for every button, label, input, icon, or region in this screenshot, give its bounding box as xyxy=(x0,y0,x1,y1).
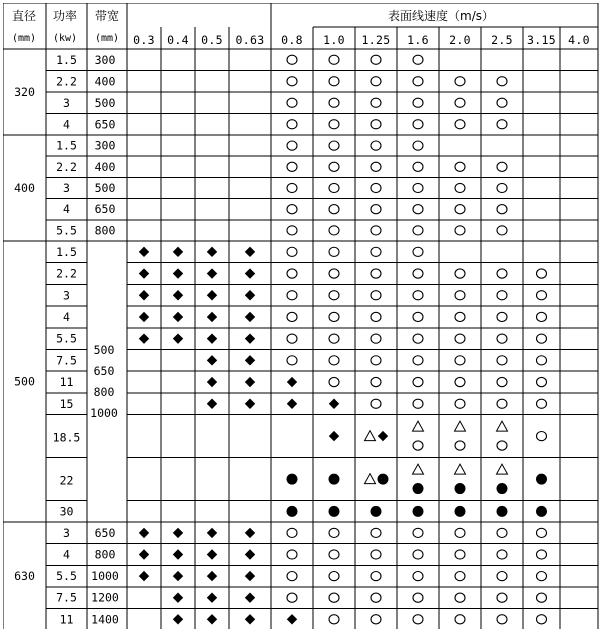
open-circle-mark xyxy=(413,356,423,365)
open-circle-mark xyxy=(413,247,423,256)
diamond-mark xyxy=(207,399,217,409)
diamond-mark xyxy=(173,549,183,559)
belt-width-value: 300 xyxy=(94,138,116,153)
open-circle-mark xyxy=(287,572,297,581)
speed-title: 表面线速度（m/s） xyxy=(388,9,494,23)
diamond-mark xyxy=(173,528,183,538)
triangle-mark xyxy=(455,464,466,474)
open-circle-mark xyxy=(371,528,381,537)
diamond-mark xyxy=(245,312,255,322)
open-circle-mark xyxy=(455,162,465,171)
diamond-mark xyxy=(245,355,255,365)
filled-circle-mark xyxy=(287,506,297,516)
belt-width-header: 带宽 xyxy=(94,9,120,23)
open-circle-mark xyxy=(287,334,297,343)
open-circle-mark xyxy=(455,269,465,278)
open-circle-mark xyxy=(413,141,423,150)
filled-circle-mark xyxy=(287,474,297,484)
speed-label: 0.63 xyxy=(235,33,265,47)
open-circle-mark xyxy=(287,312,297,321)
open-circle-mark xyxy=(413,441,423,450)
open-circle-mark xyxy=(455,77,465,86)
open-circle-mark xyxy=(497,399,507,408)
power-value: 11 xyxy=(59,375,74,390)
open-circle-mark xyxy=(371,269,381,278)
open-circle-mark xyxy=(455,98,465,107)
open-circle-mark xyxy=(497,593,507,602)
belt-width-value: 1200 xyxy=(91,590,119,605)
open-circle-mark xyxy=(497,615,507,624)
power-header: 功率 xyxy=(52,9,78,23)
triangle-mark xyxy=(365,431,376,441)
open-circle-mark xyxy=(455,377,465,386)
open-circle-mark xyxy=(497,183,507,192)
open-circle-mark xyxy=(371,162,381,171)
open-circle-mark xyxy=(413,334,423,343)
open-circle-mark xyxy=(329,312,339,321)
power-value: 4 xyxy=(63,117,70,132)
open-circle-mark xyxy=(497,334,507,343)
open-circle-mark xyxy=(497,205,507,214)
diamond-mark xyxy=(139,312,149,322)
open-circle-mark xyxy=(413,550,423,559)
diamond-mark xyxy=(139,528,149,538)
diamond-mark xyxy=(173,333,183,343)
open-circle-mark xyxy=(371,205,381,214)
open-circle-mark xyxy=(371,312,381,321)
diamond-mark xyxy=(139,247,149,257)
open-circle-mark xyxy=(413,312,423,321)
motorized-pulley-spec-table xyxy=(3,3,599,629)
open-circle-mark xyxy=(497,226,507,235)
diamond-mark xyxy=(207,333,217,343)
diameter-header: 直径 xyxy=(11,9,37,23)
open-circle-mark xyxy=(371,98,381,107)
belt-width-value: 650 xyxy=(94,117,116,132)
table-grid xyxy=(3,3,598,629)
open-circle-mark xyxy=(497,291,507,300)
open-circle-mark xyxy=(455,528,465,537)
diameter-value: 630 xyxy=(14,569,35,584)
open-circle-mark xyxy=(497,528,507,537)
table-body xyxy=(14,53,119,627)
power-value: 1.5 xyxy=(56,244,77,259)
open-circle-mark xyxy=(371,120,381,129)
open-circle-mark xyxy=(329,356,339,365)
open-circle-mark xyxy=(537,528,547,537)
filled-circle-mark xyxy=(378,474,388,484)
power-value: 2.2 xyxy=(56,266,77,281)
open-circle-mark xyxy=(329,528,339,537)
filled-circle-mark xyxy=(537,506,547,516)
speed-label: 2.0 xyxy=(449,33,471,47)
open-circle-mark xyxy=(287,55,297,64)
open-circle-mark xyxy=(413,55,423,64)
belt-width-value: 650 xyxy=(94,525,116,540)
speed-label: 1.25 xyxy=(361,33,391,47)
open-circle-mark xyxy=(413,98,423,107)
diamond-mark xyxy=(287,614,297,624)
diamond-mark xyxy=(173,571,183,581)
open-circle-mark xyxy=(371,247,381,256)
diamond-mark xyxy=(139,290,149,300)
open-circle-mark xyxy=(497,377,507,386)
triangle-mark xyxy=(497,464,508,474)
open-circle-mark xyxy=(287,183,297,192)
open-circle-mark xyxy=(413,377,423,386)
diamond-mark xyxy=(139,549,149,559)
open-circle-mark xyxy=(413,226,423,235)
open-circle-mark xyxy=(329,269,339,278)
filled-circle-mark xyxy=(413,484,423,494)
open-circle-mark xyxy=(371,377,381,386)
open-circle-mark xyxy=(287,269,297,278)
belt-width-value: 300 xyxy=(94,52,116,67)
speed-label: 0.8 xyxy=(281,33,303,47)
diamond-mark xyxy=(207,614,217,624)
open-circle-mark xyxy=(537,399,547,408)
diamond-mark xyxy=(139,268,149,278)
filled-circle-mark xyxy=(371,506,381,516)
open-circle-mark xyxy=(371,572,381,581)
open-circle-mark xyxy=(413,269,423,278)
filled-circle-mark xyxy=(413,506,423,516)
diamond-mark xyxy=(245,268,255,278)
speed-label: 3.15 xyxy=(527,33,556,47)
diamond-mark xyxy=(207,247,217,257)
power-value: 1.5 xyxy=(56,52,77,67)
open-circle-mark xyxy=(329,77,339,86)
speed-label: 0.3 xyxy=(133,33,155,47)
open-circle-mark xyxy=(455,291,465,300)
open-circle-mark xyxy=(537,572,547,581)
open-circle-mark xyxy=(287,356,297,365)
triangle-mark xyxy=(413,421,424,431)
open-circle-mark xyxy=(413,572,423,581)
open-circle-mark xyxy=(329,120,339,129)
open-circle-mark xyxy=(287,141,297,150)
power-value: 3 xyxy=(63,95,70,110)
triangle-mark xyxy=(455,421,466,431)
diamond-mark xyxy=(378,431,388,441)
belt-width-value: 1000 xyxy=(91,569,119,584)
open-circle-mark xyxy=(455,226,465,235)
open-circle-mark xyxy=(497,550,507,559)
open-circle-mark xyxy=(455,572,465,581)
diamond-mark xyxy=(173,593,183,603)
open-circle-mark xyxy=(497,312,507,321)
diamond-mark xyxy=(245,571,255,581)
diamond-mark xyxy=(207,571,217,581)
diamond-mark xyxy=(287,399,297,409)
diamond-mark xyxy=(139,571,149,581)
filled-circle-mark xyxy=(329,474,339,484)
open-circle-mark xyxy=(455,120,465,129)
diamond-mark xyxy=(245,333,255,343)
diamond-mark xyxy=(173,312,183,322)
power-value: 15 xyxy=(59,396,74,411)
diamond-mark xyxy=(173,247,183,257)
open-circle-mark xyxy=(497,77,507,86)
open-circle-mark xyxy=(287,120,297,129)
power-value: 5.5 xyxy=(56,223,77,238)
open-circle-mark xyxy=(329,572,339,581)
belt-width-value: 650 xyxy=(93,364,115,379)
open-circle-mark xyxy=(497,162,507,171)
diameter-value: 400 xyxy=(14,181,35,195)
diamond-mark xyxy=(173,614,183,624)
diamond-mark xyxy=(207,312,217,322)
open-circle-mark xyxy=(287,98,297,107)
open-circle-mark xyxy=(537,432,547,441)
open-circle-mark xyxy=(497,120,507,129)
belt-width-value: 800 xyxy=(94,223,116,238)
open-circle-mark xyxy=(413,162,423,171)
speed-label: 1.6 xyxy=(407,33,429,47)
open-circle-mark xyxy=(537,312,547,321)
open-circle-mark xyxy=(287,226,297,235)
open-circle-mark xyxy=(329,141,339,150)
power-value: 18.5 xyxy=(52,430,81,445)
open-circle-mark xyxy=(329,205,339,214)
open-circle-mark xyxy=(497,441,507,450)
diamond-mark xyxy=(245,614,255,624)
open-circle-mark xyxy=(371,615,381,624)
open-circle-mark xyxy=(287,291,297,300)
triangle-mark xyxy=(365,474,376,484)
diameter-value: 500 xyxy=(14,374,35,389)
open-circle-mark xyxy=(329,98,339,107)
diamond-mark xyxy=(287,377,297,387)
diamond-mark xyxy=(245,290,255,300)
diamond-mark xyxy=(245,528,255,538)
open-circle-mark xyxy=(455,334,465,343)
belt-width-value: 1000 xyxy=(90,406,118,421)
open-circle-mark xyxy=(455,312,465,321)
open-circle-mark xyxy=(537,269,547,278)
open-circle-mark xyxy=(537,593,547,602)
open-circle-mark xyxy=(413,593,423,602)
open-circle-mark xyxy=(413,291,423,300)
open-circle-mark xyxy=(329,247,339,256)
speed-labels xyxy=(133,33,590,47)
open-circle-mark xyxy=(455,615,465,624)
open-circle-mark xyxy=(537,334,547,343)
diamond-mark xyxy=(173,290,183,300)
diamond-mark xyxy=(207,290,217,300)
open-circle-mark xyxy=(329,162,339,171)
diamond-mark xyxy=(207,549,217,559)
open-circle-mark xyxy=(371,291,381,300)
diamond-mark xyxy=(329,431,339,441)
power-unit: (kw) xyxy=(52,33,78,44)
open-circle-mark xyxy=(287,550,297,559)
power-value: 3 xyxy=(63,181,70,195)
speed-label: 4.0 xyxy=(568,33,590,47)
open-circle-mark xyxy=(413,528,423,537)
open-circle-mark xyxy=(413,77,423,86)
open-circle-mark xyxy=(287,528,297,537)
open-circle-mark xyxy=(329,183,339,192)
open-circle-mark xyxy=(455,550,465,559)
diamond-mark xyxy=(207,377,217,387)
open-circle-mark xyxy=(287,593,297,602)
table-marks xyxy=(139,55,547,624)
open-circle-mark xyxy=(413,120,423,129)
open-circle-mark xyxy=(455,205,465,214)
power-value: 7.5 xyxy=(56,590,77,605)
belt-width-value: 400 xyxy=(94,159,116,174)
belt-width-value: 500 xyxy=(93,343,115,358)
open-circle-mark xyxy=(455,593,465,602)
open-circle-mark xyxy=(455,399,465,408)
open-circle-mark xyxy=(497,269,507,278)
open-circle-mark xyxy=(371,356,381,365)
open-circle-mark xyxy=(371,399,381,408)
diamond-mark xyxy=(207,593,217,603)
diameter-value: 320 xyxy=(14,85,35,99)
open-circle-mark xyxy=(371,593,381,602)
power-value: 3 xyxy=(63,525,70,540)
power-value: 22 xyxy=(59,473,74,488)
power-value: 4 xyxy=(63,309,70,324)
triangle-mark xyxy=(497,421,508,431)
belt-width-unit: (mm) xyxy=(94,33,120,44)
open-circle-mark xyxy=(537,615,547,624)
filled-circle-mark xyxy=(537,474,547,484)
open-circle-mark xyxy=(371,550,381,559)
open-circle-mark xyxy=(329,550,339,559)
speed-label: 0.4 xyxy=(167,33,189,47)
speed-label: 0.5 xyxy=(201,33,223,47)
open-circle-mark xyxy=(413,615,423,624)
speed-label: 1.0 xyxy=(323,33,345,47)
open-circle-mark xyxy=(455,356,465,365)
open-circle-mark xyxy=(371,226,381,235)
belt-width-value: 1400 xyxy=(91,612,119,627)
open-circle-mark xyxy=(329,55,339,64)
power-value: 3 xyxy=(63,288,70,303)
open-circle-mark xyxy=(287,205,297,214)
power-value: 1.5 xyxy=(56,138,77,153)
diamond-mark xyxy=(139,333,149,343)
filled-circle-mark xyxy=(455,506,465,516)
open-circle-mark xyxy=(455,441,465,450)
diamond-mark xyxy=(245,549,255,559)
filled-circle-mark xyxy=(497,484,507,494)
diamond-mark xyxy=(173,268,183,278)
power-value: 4 xyxy=(63,202,70,217)
diamond-mark xyxy=(245,399,255,409)
open-circle-mark xyxy=(413,205,423,214)
belt-width-value: 650 xyxy=(94,202,116,217)
open-circle-mark xyxy=(329,291,339,300)
open-circle-mark xyxy=(371,183,381,192)
open-circle-mark xyxy=(497,98,507,107)
belt-width-value: 500 xyxy=(94,181,116,195)
open-circle-mark xyxy=(287,247,297,256)
open-circle-mark xyxy=(371,141,381,150)
triangle-mark xyxy=(413,464,424,474)
open-circle-mark xyxy=(537,356,547,365)
diamond-mark xyxy=(207,528,217,538)
speed-label: 2.5 xyxy=(491,33,513,47)
power-value: 2.2 xyxy=(56,159,77,174)
open-circle-mark xyxy=(537,377,547,386)
open-circle-mark xyxy=(497,356,507,365)
belt-width-value: 800 xyxy=(94,547,116,562)
open-circle-mark xyxy=(371,77,381,86)
diameter-unit: (mm) xyxy=(11,33,37,44)
open-circle-mark xyxy=(537,291,547,300)
power-value: 4 xyxy=(63,547,70,562)
open-circle-mark xyxy=(497,572,507,581)
belt-width-value: 800 xyxy=(93,385,115,400)
open-circle-mark xyxy=(329,226,339,235)
power-value: 2.2 xyxy=(56,74,77,89)
open-circle-mark xyxy=(455,183,465,192)
open-circle-mark xyxy=(329,377,339,386)
open-circle-mark xyxy=(287,77,297,86)
filled-circle-mark xyxy=(455,484,465,494)
diamond-mark xyxy=(329,399,339,409)
open-circle-mark xyxy=(413,399,423,408)
power-value: 5.5 xyxy=(56,331,77,346)
open-circle-mark xyxy=(329,615,339,624)
power-value: 5.5 xyxy=(56,569,77,584)
filled-circle-mark xyxy=(497,506,507,516)
power-value: 30 xyxy=(59,504,74,519)
open-circle-mark xyxy=(371,334,381,343)
diamond-mark xyxy=(245,377,255,387)
belt-width-value: 400 xyxy=(94,74,116,89)
open-circle-mark xyxy=(329,334,339,343)
open-circle-mark xyxy=(413,183,423,192)
filled-circle-mark xyxy=(329,506,339,516)
open-circle-mark xyxy=(287,162,297,171)
belt-width-value: 500 xyxy=(94,95,116,110)
diamond-mark xyxy=(245,593,255,603)
diamond-mark xyxy=(245,247,255,257)
open-circle-mark xyxy=(537,550,547,559)
diamond-mark xyxy=(207,355,217,365)
power-value: 11 xyxy=(59,612,74,627)
open-circle-mark xyxy=(329,593,339,602)
open-circle-mark xyxy=(371,55,381,64)
power-value: 7.5 xyxy=(56,353,77,368)
diamond-mark xyxy=(207,268,217,278)
